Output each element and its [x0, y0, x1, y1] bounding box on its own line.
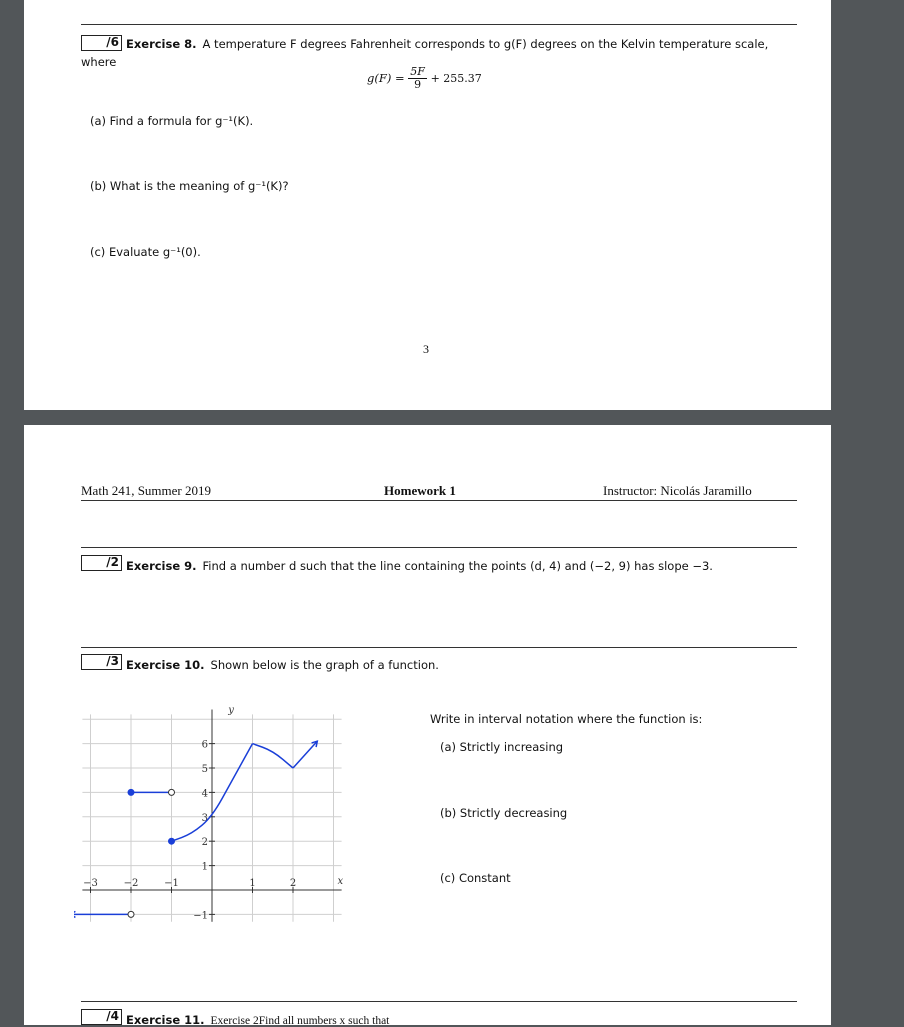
y-tick-label: 6: [201, 739, 208, 751]
header-title: Homework 1: [384, 483, 456, 498]
page-4: [24, 425, 831, 1025]
exercise-9-line: [126, 559, 713, 573]
final-ray-line: [293, 741, 317, 768]
y-tick-label: 4: [201, 788, 208, 800]
exercise-10-part-b: (b) Strictly decreasing: [440, 806, 568, 820]
y-axis-label: y: [228, 705, 234, 717]
formula: [367, 66, 482, 91]
exercise-10-prompt: Write in interval notation where the function is:: [430, 712, 703, 726]
formula-fraction: [408, 66, 427, 91]
top-rule: [81, 24, 797, 25]
exercise-8-part-a: (a) Find a formula for g⁻¹(K).: [90, 114, 254, 128]
exercise-8-part-b: (b) What is the meaning of g⁻¹(K)?: [90, 179, 289, 193]
exercise-10-title: Exercise 10.: [126, 658, 205, 672]
exercise-10-statement: Shown below is the graph of a function.: [210, 658, 439, 672]
closed-dot: [169, 838, 175, 844]
page-number: 3: [423, 342, 429, 356]
exercise-8-line: [126, 37, 768, 51]
header-course: Math 241, Summer 2019: [81, 483, 211, 498]
exercise-8-part-c: (c) Evaluate g⁻¹(0).: [90, 245, 201, 259]
y-tick-label: 1: [201, 861, 208, 873]
formula-rhs: + 255.37: [430, 72, 482, 85]
exercise-8-title: Exercise 8.: [126, 37, 197, 51]
y-tick-label: 2: [201, 837, 208, 849]
points-box: /6: [81, 35, 122, 51]
exercise-11-statement: Exercise 2Find all numbers x such that: [210, 1015, 390, 1027]
page-3: [24, 0, 831, 410]
exercise-10-rule: [81, 647, 797, 648]
header-instructor: Instructor: Nicolás Jaramillo: [603, 483, 752, 498]
exercise-9-rule: [81, 547, 797, 548]
points-box: /3: [81, 654, 122, 670]
exercise-11-rule: [81, 1001, 797, 1002]
x-tick-label: −1: [164, 878, 179, 889]
x-tick-label: 2: [289, 878, 297, 889]
exercise-10-line: [126, 658, 439, 672]
x-tick-label: 1: [249, 878, 256, 889]
decreasing-piece-line: [253, 744, 294, 768]
header-rule: [81, 500, 797, 501]
exercise-11-title: Exercise 11.: [126, 1013, 205, 1027]
where-text: where: [81, 55, 117, 69]
open-dot: [169, 789, 175, 795]
exercise-11-line: [126, 1013, 389, 1027]
x-axis-label: x: [337, 875, 344, 887]
graph-ticks: [83, 740, 296, 922]
y-tick-label: −1: [193, 910, 208, 922]
closed-dot: [128, 789, 134, 795]
points-box: /2: [81, 555, 122, 571]
formula-lhs: g(F) =: [367, 71, 405, 85]
exercise-10-part-a: (a) Strictly increasing: [440, 740, 564, 754]
points-box: /4: [81, 1009, 122, 1025]
exercise-9-title: Exercise 9.: [126, 559, 197, 573]
exercise-9-statement: Find a number d such that the line containing the points (d, 4) and (−2, 9) has slope −3.: [202, 559, 713, 573]
y-tick-label: 3: [201, 812, 208, 824]
x-tick-label: −2: [123, 878, 139, 889]
function-graph: [74, 705, 374, 935]
open-dot: [128, 911, 134, 917]
exercise-8-statement: A temperature F degrees Fahrenheit corresponds to g(F) degrees on the Kelvin temperature scale,: [202, 37, 769, 51]
y-tick-label: 5: [201, 764, 208, 775]
exercise-10-part-c: (c) Constant: [440, 871, 511, 885]
formula-denominator: 9: [414, 78, 422, 91]
formula-numerator: 5F: [410, 65, 425, 78]
x-tick-label: −3: [83, 878, 98, 889]
